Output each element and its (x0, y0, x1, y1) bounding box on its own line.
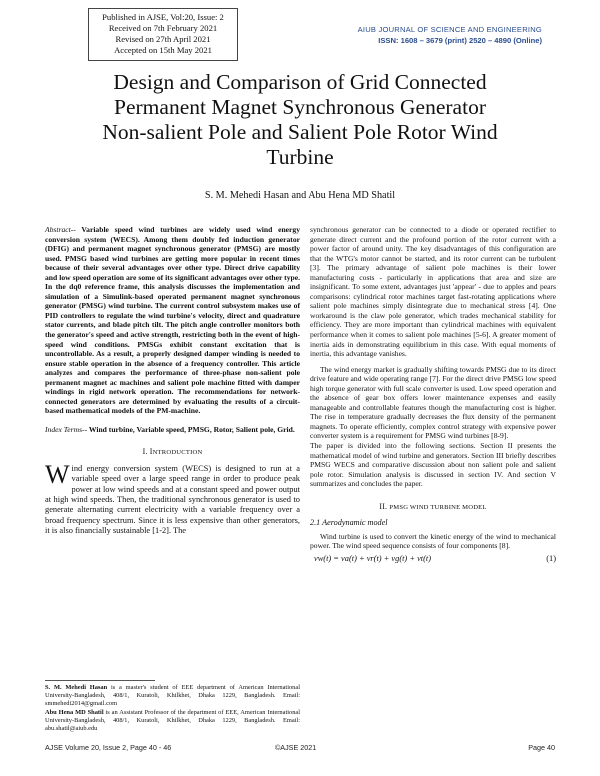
journal-name: AIUB JOURNAL OF SCIENCE AND ENGINEERING (357, 25, 542, 34)
right-column (310, 225, 556, 564)
section-title-rest: NTRODUCTION (152, 449, 203, 457)
footnote (45, 684, 300, 709)
received-line: Received on 7th February 2021 (108, 23, 218, 33)
footnote-author: Abu Hena MD Shatil (45, 708, 104, 716)
publication-info-box (88, 8, 238, 61)
drop-cap: W (45, 460, 70, 490)
footnote (45, 709, 300, 734)
accepted-line: Accepted on 15th May 2021 (114, 45, 212, 55)
section-title: PMSG WIND TURBINE MODEL (389, 503, 487, 511)
index-terms (45, 425, 300, 435)
abstract (45, 225, 300, 416)
abstract-label: Abstract-- (45, 225, 76, 234)
index-terms-text: Wind turbine, Variable speed, PMSG, Rotor, Salient pole, Grid. (87, 424, 295, 434)
title-line: Non-salient Pole and Salient Pole Rotor Wind (102, 120, 498, 144)
equation-1 (310, 554, 556, 564)
journal-header (312, 25, 542, 46)
footnote-author: S. M. Mehedi Hasan (45, 684, 108, 691)
equation-text: vw(t) = va(t) + vr(t) + vg(t) + vt(t) (314, 553, 432, 563)
journal-issn: ISSN: 1608 – 3679 (print) 2520 – 4890 (Online) (378, 36, 542, 45)
title-line: Design and Comparison of Grid Connected (113, 70, 487, 94)
abstract-text: Variable speed wind turbines are widely used wind energy conversion system (WECS). Among them doubly fed induction generator (DFIG) and permanent magnet synchronous generator (PMSG) are mostly used. PMSG based wind turbines are getting more popular in recent times because of their several advantages over other type. Direct drive capability and low speed operation are some of its significant advantages over other type. In the dq0 reference frame, this analysis discusses the implementation and simulation of a Simulink-based operated permanent magnet synchronous generator (PMSG) wind turbine. The current control subsystem makes use of PID controllers to regulate the wind turbine's velocity, direct and quadrature stator currents, and blade pitch tilt. The pitch angle controller monitors both the generator's speed and active strength, restricting both in the event of high-speed wind conditions. PMSGs exhibit constant excitation that is uncontrollable. As a result, a properly designed damper winding is needed to ensure stable operation in the absence of a frequency controller. This article analyzes and compares the performance of three-phase non-salient pole permanent magnet ac machines and salient pole machine fitted with damper windings in rigid network operation. The recommendations for network-connected generators are determined by evaluating the results of a circuit-based mathematical models of the PM-machine. (45, 225, 300, 416)
section-numeral: I. (142, 447, 150, 457)
section-title-first: I (149, 447, 153, 457)
footnote-text: is an Assistant Professor of the department of EEE, American International University-Bangladesh, 408/1, Kuratoli, Khilkhet, Dhaka 1229, Bangladesh. Email: abu.shatil@aiub.edu (45, 708, 300, 733)
footer-copyright: ©AJSE 2021 (275, 743, 317, 752)
introduction-text: ind energy conversion system (WECS) is designed to run at a variable speed over a large speed range in order to produce peak power at low wind speeds and at a constant speed and power output at high wind speeds. Then, the traditional synchronous generator is used to generate alternating current electricity with a variable frequency over a broad frequency spectrum. Since it is less expensive than other generators, it is also financially sustainable [1-2]. The (45, 464, 300, 535)
left-column (45, 225, 300, 536)
footnote-divider (45, 680, 155, 681)
footer-page: Page 40 (528, 743, 555, 752)
revised-line: Revised on 27th April 2021 (115, 34, 211, 44)
title-line: Permanent Magnet Synchronous Generator (114, 95, 486, 119)
body-paragraph: The paper is divided into the following sections. Section II presents the mathematical model of wind turbine and generators. Section III briefly describes PMSG WECS and comparative discussion about non salient pole and salient pole rotor. Simulation analysis is discussed in section IV. And section V summarizes and concludes the paper. (310, 441, 556, 489)
section-numeral: II. (379, 501, 390, 511)
title-line: Turbine (266, 145, 334, 169)
section-heading-introduction (45, 447, 300, 458)
body-paragraph: The wind energy market is gradually shifting towards PMSG due to its direct drive feature and wide operating range [7]. For the direct drive PMSG low speed high torque generator with full scale converter is used. Low speed operation and the absence of gear box offers lower maintenance expenses and easily manageable and controllable features though the manufacturing cost is higher. The rise in temperature gradually decreases the flux density of the permanent magnets. To operate efficiently, complex control strategy with expensive power converter system is a requirement for PMSG wind turbines [8-9]. (310, 364, 556, 441)
introduction-paragraph (45, 460, 300, 536)
subsection-heading: 2.1 Aerodynamic model (310, 518, 388, 528)
footnote-text: is a master's student of EEE department of American International University-Bangladesh, 408/1, Kuratoli, Khilkhet, Dhaka 1229, Bangladesh. Email: smmehedi2014@gmail.com (45, 684, 300, 708)
author-list: S. M. Mehedi Hasan and Abu Hena MD Shatil (204, 190, 396, 201)
equation-number: (1) (546, 553, 556, 563)
body-paragraph: Wind turbine is used to convert the kinetic energy of the wind to mechanical power. The wind speed sequence consists of four components [8]. (310, 531, 556, 551)
index-terms-label: Index Terms-- (45, 424, 88, 434)
paper-title (60, 70, 540, 170)
section-heading-model (310, 502, 556, 513)
published-line: Published in AJSE, Vol:20, Issue: 2 (102, 12, 224, 22)
author-footnotes (45, 684, 300, 733)
body-paragraph: synchronous generator can be connected to a diode or operated rectifier to generate direct current and the profound portion of the rotor current with a power factor of around unity. The key disadvantages of this configuration are that the WTG's motor cannot be started, and its rotor current can be turbulent [3]. The primary advantage of salient pole machines is their lower manufacturing costs - particularly in applications that area and size are insignificant. To some extent, advantages just 'appear' - due to apples and pears comparisons: cylindrical rotor machines target fast-rotating applications where salient pole machines simply disintegrate due to mechanical stress [4]. One workaround is the claw pole generator, which trades mechanical stability for efficiency. They are more important than cylindrical machines with equivalent performance when it comes to salient pole machines [5-6]. A greater moment of inertia aids in demonstrating equilibrium in this case. With equal moments of inertia, this advantage vanishes. (310, 225, 556, 359)
footer-volume: AJSE Volume 20, Issue 2, Page 40 - 46 (45, 743, 172, 752)
